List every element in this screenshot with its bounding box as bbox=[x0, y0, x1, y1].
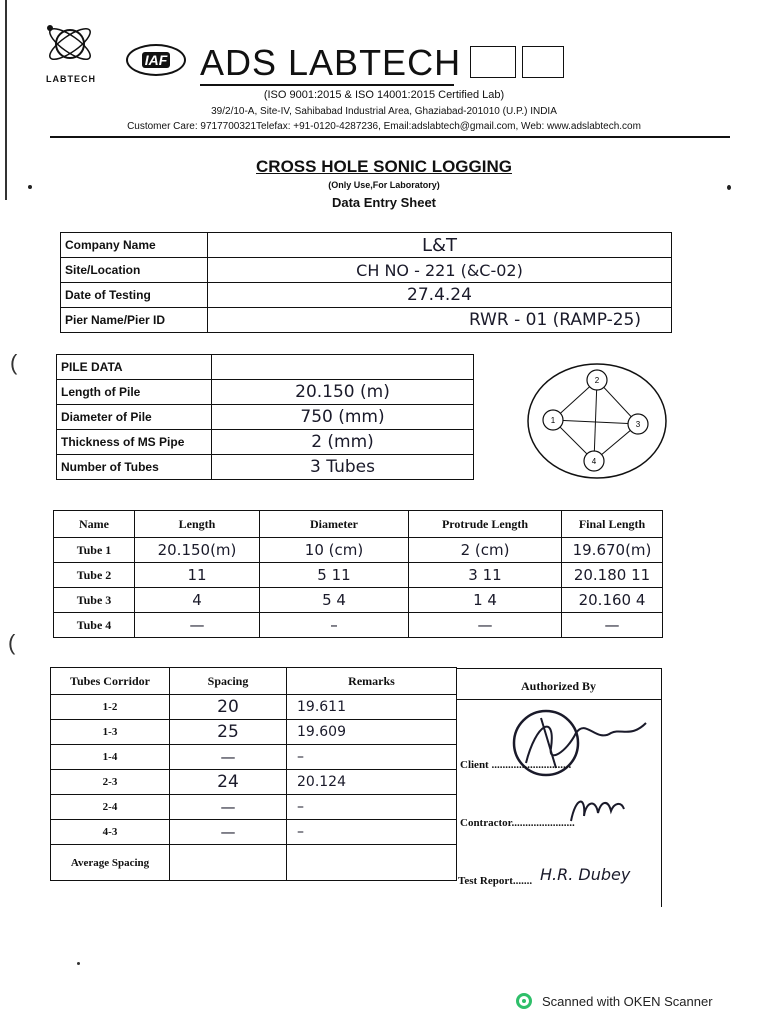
table-row bbox=[54, 563, 663, 588]
pile-header: PILE DATA bbox=[57, 355, 212, 380]
tube-protrude: 3 11 bbox=[409, 563, 562, 588]
corridor-spacing: — bbox=[170, 820, 287, 845]
corridor-remark: 19.609 bbox=[287, 720, 457, 745]
tube-name: Tube 2 bbox=[54, 563, 135, 588]
tube-protrude: 1 4 bbox=[409, 588, 562, 613]
scanner-logo-icon bbox=[516, 993, 532, 1009]
authorized-box bbox=[456, 668, 662, 907]
table-row bbox=[54, 588, 663, 613]
tube-length: — bbox=[135, 613, 260, 638]
scan-dot bbox=[77, 962, 80, 965]
tube-name: Tube 4 bbox=[54, 613, 135, 638]
client-label: Client ............................. bbox=[460, 759, 572, 771]
pile-label: Diameter of Pile bbox=[57, 405, 212, 430]
tube-final: 20.180 11 bbox=[562, 563, 663, 588]
tube-protrude: 2 (cm) bbox=[409, 538, 562, 563]
scanner-text: Scanned with OKEN Scanner bbox=[542, 993, 713, 1009]
authorized-header-rule bbox=[456, 699, 661, 700]
lab-name-underline bbox=[200, 84, 454, 86]
svg-text:1: 1 bbox=[550, 416, 556, 425]
contractor-signature bbox=[566, 791, 626, 827]
col-header: Final Length bbox=[562, 511, 663, 538]
cert-line: (ISO 9001:2015 & ISO 14001:2015 Certified Lab) bbox=[263, 89, 505, 101]
corridor-spacing: 24 bbox=[170, 770, 287, 795]
corridor-pair: 4-3 bbox=[51, 820, 170, 845]
info-label: Pier Name/Pier ID bbox=[61, 308, 208, 333]
tubes-table bbox=[53, 510, 663, 638]
scanner-badge bbox=[516, 990, 713, 1012]
table-row bbox=[57, 355, 474, 380]
ads-logo-icon bbox=[40, 20, 110, 72]
corridor-remark: – bbox=[287, 820, 457, 845]
table-row bbox=[61, 258, 672, 283]
cert-logo bbox=[522, 46, 564, 78]
header bbox=[0, 0, 768, 140]
table-row bbox=[61, 308, 672, 333]
lab-name: ADS LABTECH bbox=[200, 42, 462, 83]
authorized-header: Authorized By bbox=[521, 679, 596, 693]
tube-layout-diagram bbox=[526, 362, 668, 480]
info-label: Site/Location bbox=[61, 258, 208, 283]
col-header: Remarks bbox=[287, 668, 457, 695]
average-spacing-remark bbox=[287, 845, 457, 881]
corridor-pair: 2-4 bbox=[51, 795, 170, 820]
iaf-logo-text: IAF bbox=[142, 52, 171, 68]
table-row bbox=[57, 380, 474, 405]
header-rule bbox=[50, 136, 730, 138]
table-row bbox=[51, 745, 457, 770]
doc-title: CROSS HOLE SONIC LOGGING bbox=[256, 157, 512, 176]
info-value: 27.4.24 bbox=[208, 283, 672, 308]
test-report-label: Test Report....... bbox=[458, 875, 533, 887]
pile-value: 750 (mm) bbox=[212, 405, 474, 430]
tube-diameter: – bbox=[260, 613, 409, 638]
contact: Customer Care: 9717700321Telefax: +91-0120-4287236, Email:adslabtech@gmail.com, Web: www.adslabtech.com bbox=[127, 121, 641, 132]
corridor-remark: – bbox=[287, 795, 457, 820]
average-spacing-value bbox=[170, 845, 287, 881]
corridor-pair: 1-4 bbox=[51, 745, 170, 770]
pile-label: Thickness of MS Pipe bbox=[57, 430, 212, 455]
info-value: CH NO - 221 (&C-02) bbox=[208, 258, 672, 283]
svg-text:4: 4 bbox=[591, 457, 597, 466]
client-signature bbox=[496, 703, 661, 783]
corridor-table bbox=[50, 667, 457, 881]
corridor-spacing: — bbox=[170, 745, 287, 770]
contractor-label: Contractor....................... bbox=[460, 817, 575, 829]
corridor-remark: 19.611 bbox=[287, 695, 457, 720]
table-row bbox=[57, 455, 474, 480]
col-header: Diameter bbox=[260, 511, 409, 538]
tube-node-1 bbox=[543, 410, 563, 430]
info-label: Date of Testing bbox=[61, 283, 208, 308]
table-header-row bbox=[54, 511, 663, 538]
corridor-spacing: — bbox=[170, 795, 287, 820]
svg-text:2: 2 bbox=[594, 376, 600, 385]
pile-header-blank bbox=[212, 355, 474, 380]
col-header: Protrude Length bbox=[409, 511, 562, 538]
tube-protrude: — bbox=[409, 613, 562, 638]
scan-mark: ( bbox=[10, 350, 18, 375]
tube-diameter: 5 11 bbox=[260, 563, 409, 588]
table-row bbox=[51, 845, 457, 881]
table-row bbox=[51, 720, 457, 745]
tube-final: 20.160 4 bbox=[562, 588, 663, 613]
corridor-pair: 2-3 bbox=[51, 770, 170, 795]
logo-caption: LABTECH bbox=[46, 74, 96, 84]
table-row bbox=[61, 233, 672, 258]
pile-value: 2 (mm) bbox=[212, 430, 474, 455]
table-row bbox=[51, 695, 457, 720]
average-spacing-label: Average Spacing bbox=[51, 845, 170, 881]
corridor-spacing: 20 bbox=[170, 695, 287, 720]
sheet-title: Data Entry Sheet bbox=[331, 195, 437, 210]
col-header: Tubes Corridor bbox=[51, 668, 170, 695]
corridor-pair: 1-3 bbox=[51, 720, 170, 745]
tube-node-3 bbox=[628, 414, 648, 434]
doc-subtitle: (Only Use,For Laboratory) bbox=[328, 180, 440, 190]
col-header: Length bbox=[135, 511, 260, 538]
col-header: Name bbox=[54, 511, 135, 538]
tube-length: 20.150(m) bbox=[135, 538, 260, 563]
tube-diameter: 10 (cm) bbox=[260, 538, 409, 563]
pile-label: Length of Pile bbox=[57, 380, 212, 405]
cert-logo bbox=[470, 46, 516, 78]
pile-table bbox=[56, 354, 474, 480]
table-row bbox=[51, 770, 457, 795]
tube-diameter: 5 4 bbox=[260, 588, 409, 613]
address: 39/2/10-A, Site-IV, Sahibabad Industrial Area, Ghaziabad-201010 (U.P.) INDIA bbox=[211, 106, 557, 117]
test-report-signature: H.R. Dubey bbox=[540, 865, 631, 884]
tube-length: 11 bbox=[135, 563, 260, 588]
table-row bbox=[51, 795, 457, 820]
table-row bbox=[57, 405, 474, 430]
tube-node-4 bbox=[584, 451, 604, 471]
scan-mark: ( bbox=[8, 630, 16, 655]
corridor-pair: 1-2 bbox=[51, 695, 170, 720]
svg-text:3: 3 bbox=[635, 420, 641, 429]
table-row bbox=[51, 820, 457, 845]
info-table bbox=[60, 232, 672, 333]
info-value: L&T bbox=[208, 233, 672, 258]
info-label: Company Name bbox=[61, 233, 208, 258]
pile-value: 3 Tubes bbox=[212, 455, 474, 480]
pile-label: Number of Tubes bbox=[57, 455, 212, 480]
corridor-remark: 20.124 bbox=[287, 770, 457, 795]
tube-final: 19.670(m) bbox=[562, 538, 663, 563]
info-value: RWR - 01 (RAMP-25) bbox=[208, 308, 672, 333]
table-header-row bbox=[51, 668, 457, 695]
corridor-spacing: 25 bbox=[170, 720, 287, 745]
table-row bbox=[61, 283, 672, 308]
iaf-logo bbox=[126, 44, 186, 76]
pile-value: 20.150 (m) bbox=[212, 380, 474, 405]
tube-name: Tube 3 bbox=[54, 588, 135, 613]
corridor-remark: – bbox=[287, 745, 457, 770]
table-row bbox=[54, 613, 663, 638]
table-row bbox=[54, 538, 663, 563]
tube-final: — bbox=[562, 613, 663, 638]
tube-node-2 bbox=[587, 370, 607, 390]
table-row bbox=[57, 430, 474, 455]
tube-name: Tube 1 bbox=[54, 538, 135, 563]
tube-length: 4 bbox=[135, 588, 260, 613]
col-header: Spacing bbox=[170, 668, 287, 695]
